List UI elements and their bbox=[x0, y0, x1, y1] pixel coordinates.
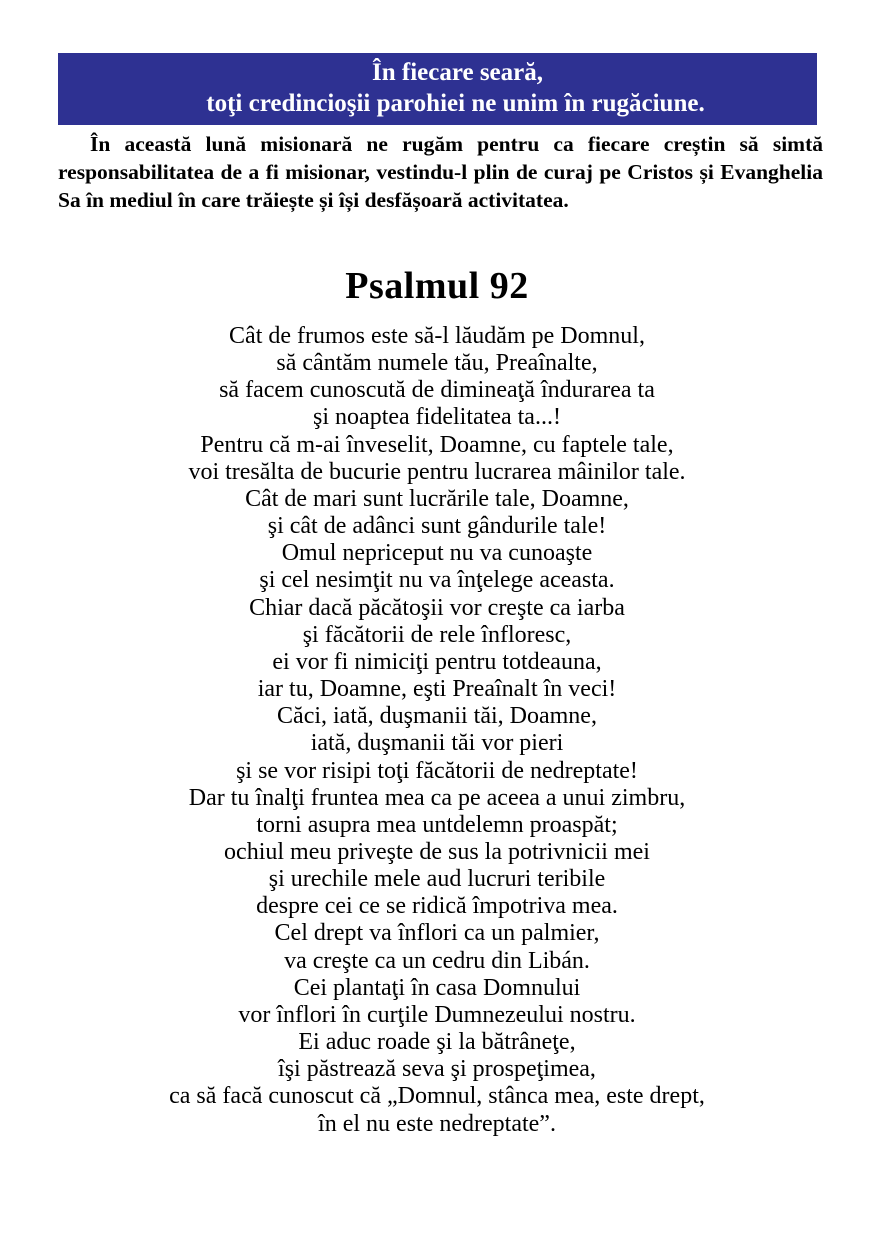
psalm-verse-line: ochiul meu priveşte de sus la potrivnicii mei bbox=[224, 838, 650, 865]
psalm-verse-line: şi urechile mele aud lucruri teribile bbox=[268, 866, 606, 893]
prayer-banner bbox=[58, 53, 817, 125]
psalm-verse-line: Cei plantaţi în casa Domnului bbox=[293, 974, 581, 1001]
psalm-verse-line: Cât de frumos este să-l lăudăm pe Domnul, bbox=[229, 323, 645, 349]
psalm-verse-line: în el nu este nedreptate”. bbox=[318, 1110, 556, 1137]
banner-heading-line-1: În fiecare seară, bbox=[371, 59, 543, 86]
mission-intro-paragraph: În această lună misionară ne rugăm pentru ca fiecare creștin să simtă responsabilitatea de a fi misionar, vestindu-l plin de curaj pe Cristos și Evanghelia Sa în mediul în care trăiește și își desfășoară activitatea. bbox=[58, 132, 823, 212]
psalm-verse-line: va creşte ca un cedru din Libán. bbox=[284, 947, 590, 974]
psalm-verse-line: şi făcătorii de rele înfloresc, bbox=[302, 621, 572, 648]
psalm-verse-line: Omul nepriceput nu va cunoaşte bbox=[281, 540, 593, 567]
psalm-verse-line: şi noaptea fidelitatea ta...! bbox=[313, 404, 561, 431]
psalm-verse-line: voi tresălta de bucurie pentru lucrarea mâinilor tale. bbox=[188, 458, 686, 485]
psalm-verse-line: să facem cunoscută de dimineaţă îndurarea ta bbox=[219, 377, 655, 404]
psalm-verse-line: şi se vor risipi toţi făcătorii de nedreptate! bbox=[236, 757, 638, 784]
psalm-verse-line: să cântăm numele tău, Preaînalte, bbox=[276, 350, 598, 377]
psalm-verse-line: Căci, iată, duşmanii tăi, Doamne, bbox=[277, 703, 597, 730]
psalm-verse-line: Chiar dacă păcătoşii vor creşte ca iarba bbox=[249, 594, 625, 621]
banner-heading-line-2: toţi credincioşii parohiei ne unim în rugăciune. bbox=[206, 90, 705, 117]
psalm-verse-line: ca să facă cunoscut că „Domnul, stânca mea, este drept, bbox=[169, 1083, 705, 1110]
psalm-verse-line: Cel drept va înflori ca un palmier, bbox=[274, 920, 600, 947]
psalm-verse-line: Dar tu înalţi fruntea mea ca pe aceea a unui zimbru, bbox=[188, 784, 686, 811]
psalm-title: Psalmul 92 bbox=[345, 265, 529, 307]
psalm-verse-line: şi cât de adânci sunt gândurile tale! bbox=[267, 513, 607, 540]
psalm-verse-line: Pentru că m-ai înveselit, Doamne, cu faptele tale, bbox=[200, 431, 674, 458]
psalm-verse-line: despre cei ce se ridică împotriva mea. bbox=[256, 893, 618, 920]
psalm-verse-line: ei vor fi nimiciţi pentru totdeauna, bbox=[272, 648, 602, 675]
psalm-verse-line: Ei aduc roade şi la bătrâneţe, bbox=[298, 1029, 576, 1056]
psalm-verse-line: îşi păstrează seva şi prospeţimea, bbox=[278, 1056, 596, 1083]
psalm-verse-line: torni asupra mea untdelemn proaspăt; bbox=[256, 811, 618, 838]
psalm-verse-line: iată, duşmanii tăi vor pieri bbox=[310, 730, 564, 757]
psalm-verse-line: iar tu, Doamne, eşti Preaînalt în veci! bbox=[257, 676, 617, 703]
psalm-verse-line: Cât de mari sunt lucrările tale, Doamne, bbox=[245, 485, 629, 512]
psalm-verses bbox=[0, 323, 874, 1138]
psalm-verse-line: şi cel nesimţit nu va înţelege aceasta. bbox=[259, 567, 615, 594]
psalm-verse-line: vor înflori în curţile Dumnezeului nostru. bbox=[238, 1001, 636, 1028]
